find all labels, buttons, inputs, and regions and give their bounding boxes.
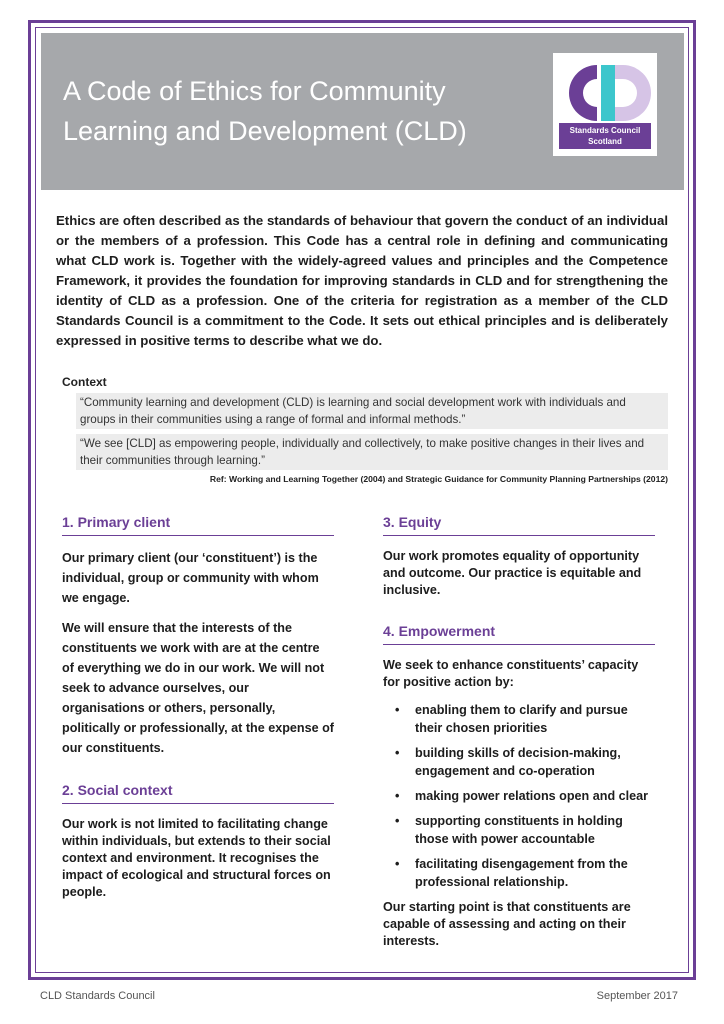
primary-client-para-2: We will ensure that the interests of the constituents we work with are at the centre of everything we do in our work. We will not seek to advance ourselves, our organisations or others, personally, politically or professionally, at the expense of our constituents. [62, 621, 335, 755]
intro-paragraph: Ethics are often described as the standards of behaviour that govern the conduct of an individual or the members of a profession. This Code has a central role in defining and communicating what CLD work is. Together with the widely-agreed values and principles and the Competence Framework, it provides the foundation for improving standards in CLD and for strengthening the identity of CLD as a profession. One of the criteria for registration as a member of the CLD Standards Council is a commitment to the Code. It sets out ethical principles and is deliberately expressed in positive terms to describe what we do. [56, 213, 668, 348]
context-label: Context [62, 375, 107, 389]
empowerment-list-item: • building skills of decision-making, engagement and co-operation [395, 746, 621, 778]
logo-caption: Standards Council Scotland [559, 123, 651, 149]
empowerment-list-item: • making power relations open and clear [395, 789, 649, 803]
heading-empowerment: 4. Empowerment [383, 623, 655, 645]
social-context-para-1: Our work is not limited to facilitating change within individuals, but extends to their social context and environment. It recognises the impact of ecological and structural forces on people. [62, 817, 331, 899]
right-column [383, 514, 655, 960]
primary-client-para-1: Our primary client (our ‘constituent’) is the individual, group or community with whom we engage. [62, 551, 319, 605]
heading-equity: 3. Equity [383, 514, 655, 536]
context-reference: Ref: Working and Learning Together (2004) and Strategic Guidance for Community Planning Partnerships (2012) [209, 474, 668, 484]
bullet-icon: • [395, 703, 400, 717]
empowerment-list [383, 701, 655, 891]
bullet-icon: • [395, 857, 400, 871]
cld-logo [553, 53, 657, 156]
bullet-icon: • [395, 746, 400, 760]
heading-primary-client: 1. Primary client [62, 514, 334, 536]
bullet-icon: • [395, 789, 400, 803]
footer-date: September 2017 [596, 990, 678, 1002]
context-quote-1: “Community learning and development (CLD) is learning and social development work with individuals and groups in their communities using a range of formal and informal methods.” [76, 393, 668, 429]
header-banner [41, 33, 684, 190]
equity-para-1: Our work promotes equality of opportunity and outcome. Our practice is equitable and inclusive. [383, 549, 642, 597]
left-column [62, 514, 334, 911]
footer-organisation: CLD Standards Council [40, 990, 155, 1002]
empowerment-list-item: • facilitating disengagement from the professional relationship. [395, 857, 628, 889]
empowerment-closing: Our starting point is that constituents are capable of assessing and acting on their interests. [383, 900, 631, 948]
empowerment-list-item: • enabling them to clarify and pursue their chosen priorities [395, 703, 628, 735]
empowerment-list-item: • supporting constituents in holding those with power accountable [395, 814, 623, 846]
heading-social-context: 2. Social context [62, 782, 334, 804]
page-title [63, 71, 543, 151]
bullet-icon: • [395, 814, 400, 828]
title-line-2: Learning and Development (CLD) [63, 116, 467, 146]
empowerment-intro: We seek to enhance constituents’ capacity for positive action by: [383, 658, 639, 689]
context-quote-2: “We see [CLD] as empowering people, individually and collectively, to make positive changes in their lives and their communities through learning.” [76, 434, 668, 470]
title-line-1: A Code of Ethics for Community [63, 76, 446, 106]
